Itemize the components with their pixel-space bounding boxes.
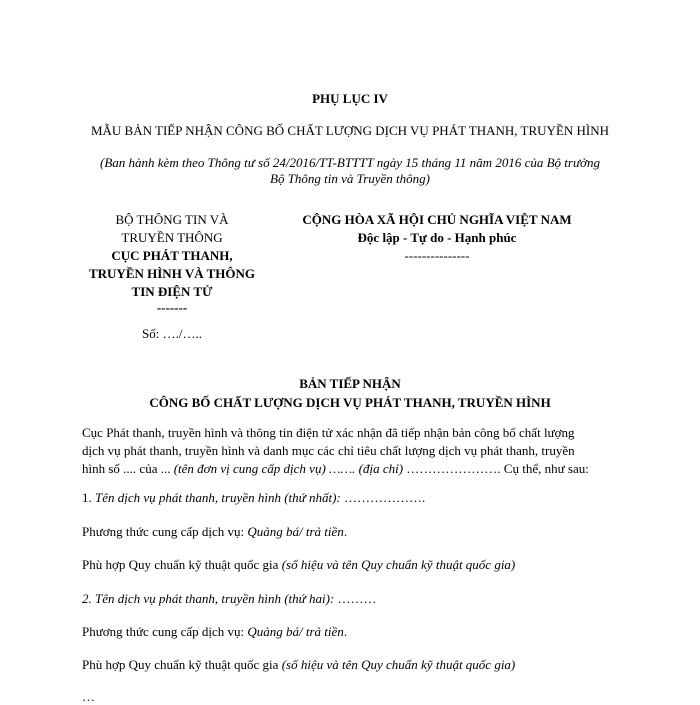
service-item-2 (82, 591, 642, 607)
form-title: MẪU BẢN TIẾP NHẬN CÔNG BỐ CHẤT LƯỢNG DỊCH VỤ PHÁT THANH, TRUYỀN HÌNH (90, 123, 610, 138)
issued-note (80, 155, 620, 187)
method1-label: Phương thức cung cấp dịch vụ: (82, 524, 248, 539)
department-line3: TIN ĐIỆN TỬ (131, 284, 213, 299)
standard2-value: (số hiệu và tên Quy chuẩn kỹ thuật quốc gia) (281, 657, 516, 672)
national-motto: Độc lập - Tự do - Hạnh phúc (357, 230, 517, 245)
continuation-ellipsis: … (82, 689, 95, 704)
national-header (272, 211, 602, 265)
intro-line1: Cục Phát thanh, truyền hình và thông tin điện tử xác nhận đã tiếp nhận bản công bố chất lượng (82, 425, 575, 440)
standard1-label: Phù hợp Quy chuẩn kỹ thuật quốc gia (82, 557, 282, 572)
method2-value: Quảng bá/ trả tiền (247, 624, 344, 639)
provider-placeholder: (tên đơn vị cung cấp dịch vụ) ……. (địa chỉ) (173, 461, 404, 476)
service-method-2 (82, 624, 642, 640)
item2-label: 2. Tên dịch vụ phát thanh, truyền hình (thứ hai): (82, 591, 335, 606)
service-item-1 (82, 490, 642, 506)
ministry-line1: BỘ THÔNG TIN VÀ (115, 212, 229, 227)
method2-label: Phương thức cung cấp dịch vụ: (82, 624, 248, 639)
document-heading (0, 374, 700, 412)
department-line2: TRUYỀN HÌNH VÀ THÔNG (88, 266, 256, 281)
document-number: Số: …./….. (142, 326, 202, 341)
service-standard-1 (82, 557, 642, 573)
item1-label: Tên dịch vụ phát thanh, truyền hình (thứ nhất): (95, 490, 341, 505)
document-subtitle: CÔNG BỐ CHẤT LƯỢNG DỊCH VỤ PHÁT THANH, TRUYỀN HÌNH (149, 395, 551, 410)
left-divider: ------- (156, 300, 188, 315)
intro-line3 (82, 460, 618, 478)
appendix-title: PHỤ LỤC IV (312, 91, 388, 106)
country-name: CỘNG HÒA XÃ HỘI CHỦ NGHĨA VIỆT NAM (302, 212, 572, 227)
item1-fill: ………………. (340, 490, 426, 505)
method1-value: Quảng bá/ trả tiền (247, 524, 344, 539)
method2-end: . (343, 624, 348, 639)
issuing-authority (82, 211, 262, 343)
item1-number: 1. (82, 490, 95, 505)
intro-paragraph (82, 424, 618, 478)
ministry-line2: TRUYỀN THÔNG (121, 230, 223, 245)
standard1-value: (số hiệu và tên Quy chuẩn kỹ thuật quốc gia) (281, 557, 516, 572)
method1-end: . (343, 524, 348, 539)
service-method-1 (82, 524, 642, 540)
issued-note-line1: (Ban hành kèm theo Thông tư số 24/2016/TT-BTTTT ngày 15 tháng 11 năm 2016 của Bộ trưởng (100, 155, 600, 170)
service-standard-2 (82, 657, 642, 673)
standard2-label: Phù hợp Quy chuẩn kỹ thuật quốc gia (82, 657, 282, 672)
issued-note-line2: Bộ Thông tin và Truyền thông) (270, 171, 430, 186)
intro-line3-end: …………………. Cụ thể, như sau: (403, 461, 589, 476)
document-title: BẢN TIẾP NHẬN (299, 376, 401, 391)
department-line1: CỤC PHÁT THANH, (111, 248, 233, 263)
intro-line3-start: hình số .... của ... (82, 461, 174, 476)
right-divider: --------------- (404, 248, 470, 263)
item2-fill: ……… (334, 591, 377, 606)
intro-line2: dịch vụ phát thanh, truyền hình và danh mục các chỉ tiêu chất lượng dịch vụ phát thanh, truyền (82, 443, 575, 458)
